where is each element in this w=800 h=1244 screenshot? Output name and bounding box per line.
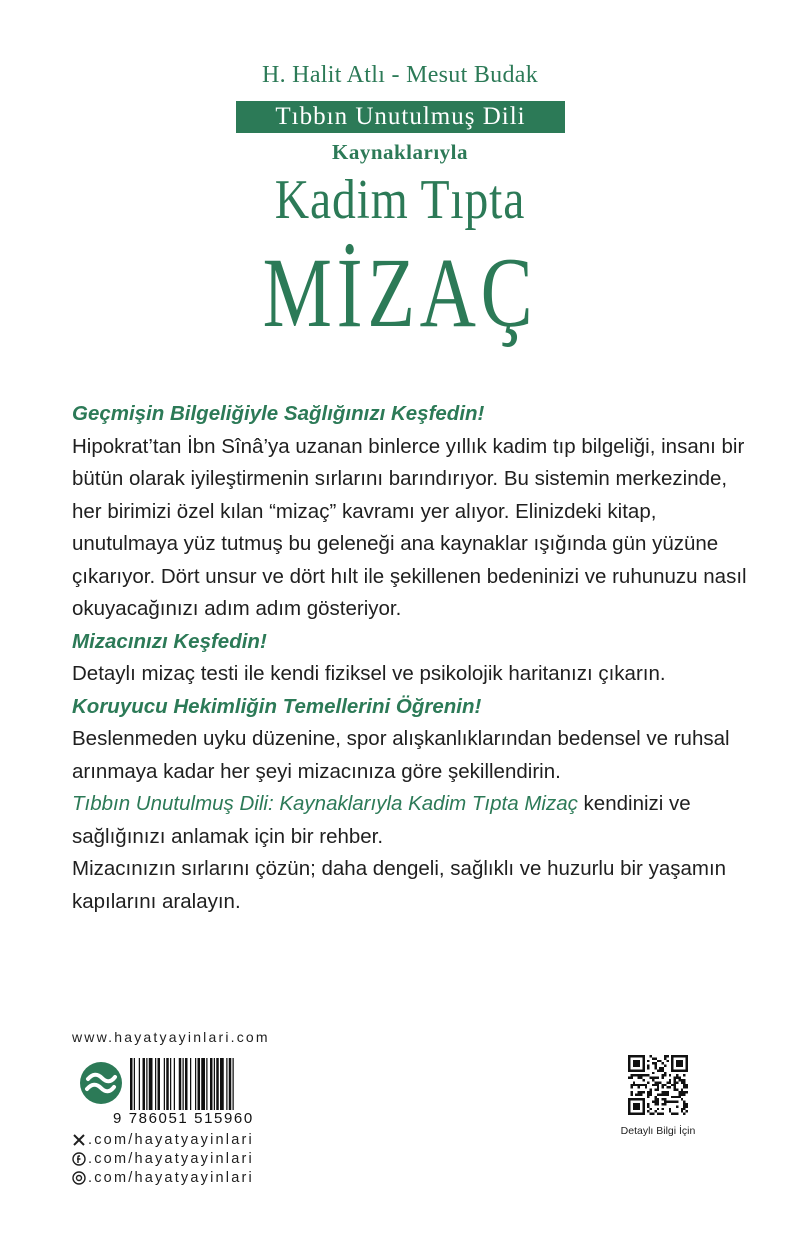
paragraph-2: Detaylı mizaç testi ile kendi fiziksel ve psikolojik haritanızı çıkarın.: [72, 662, 666, 685]
social-facebook-handle: .com/hayatyayinlari: [88, 1151, 254, 1167]
paragraph-5: Mizacınızın sırlarını çözün; daha dengeli, sağlıklı ve huzurlu bir yaşamın kapılarını aralayın.: [72, 857, 727, 913]
instagram-icon: [72, 1171, 86, 1185]
blurb: [72, 398, 752, 918]
social-instagram-handle: .com/hayatyayinlari: [88, 1170, 254, 1186]
subtitle: Kaynaklarıyla: [331, 140, 469, 164]
paragraph-1: Hipokrat’tan İbn Sînâ’ya uzanan binlerce yıllık kadim tıp bilgeliği, insanı bir bütün olarak iyileştirmenin sırlarını barındırıyor. Bu sistemin merkezinde, her birimizi özel kılan “mizaç” kavramı yer alıyor. Elinizdeki kitap, unutulmaya yüz tutmuş bu geleneği ana kaynaklar ışığında gün yüzüne çıkarıyor. Dört unsur ve dört hılt ile şekillenen bedeninizi ve ruhunuzu nasıl okuyacağınızı adım adım gösteriyor.: [72, 434, 747, 620]
title-line-2: MİZAÇ: [262, 237, 538, 348]
x-icon: [72, 1133, 86, 1147]
heading-2: Mizacınızı Keşfedin!: [72, 629, 267, 653]
title-line-1: Kadim Tıpta: [274, 169, 526, 231]
book-title-italic: Tıbbın Unutulmuş Dili: Kaynaklarıyla Kadim Tıpta Mizaç: [72, 792, 578, 815]
authors: H. Halit Atlı - Mesut Budak: [261, 62, 539, 88]
facebook-icon: [72, 1152, 86, 1166]
website-link[interactable]: www.hayatyayinlari.com: [72, 1029, 270, 1045]
series-banner: Tıbbın Unutulmuş Dili: [236, 101, 565, 133]
barcode: [128, 1058, 278, 1110]
paragraph-4: [72, 788, 752, 853]
social-x[interactable]: [72, 1132, 254, 1148]
heading-1: Geçmişin Bilgeliğiyle Sağlığınızı Keşfedin!: [72, 402, 485, 425]
social-instagram[interactable]: [72, 1170, 254, 1186]
qr-caption: Detaylı Bilgi İçin: [620, 1125, 696, 1137]
publisher-logo-icon: [80, 1062, 122, 1104]
paragraph-4-rest: kendinizi ve sağlığınızı anlamak için bir rehber.: [72, 792, 691, 848]
social-x-handle: .com/hayatyayinlari: [88, 1132, 254, 1148]
social-facebook[interactable]: [72, 1151, 254, 1167]
paragraph-3: Beslenmeden uyku düzenine, spor alışkanlıklarından bedensel ve ruhsal arınmaya kadar her şeyi mizacınıza göre şekillendirin.: [72, 727, 730, 783]
isbn-number: 9 786051 515960: [113, 1110, 254, 1127]
qr-code-icon[interactable]: [628, 1055, 688, 1115]
heading-3: Koruyucu Hekimliğin Temellerini Öğrenin!: [72, 694, 482, 718]
